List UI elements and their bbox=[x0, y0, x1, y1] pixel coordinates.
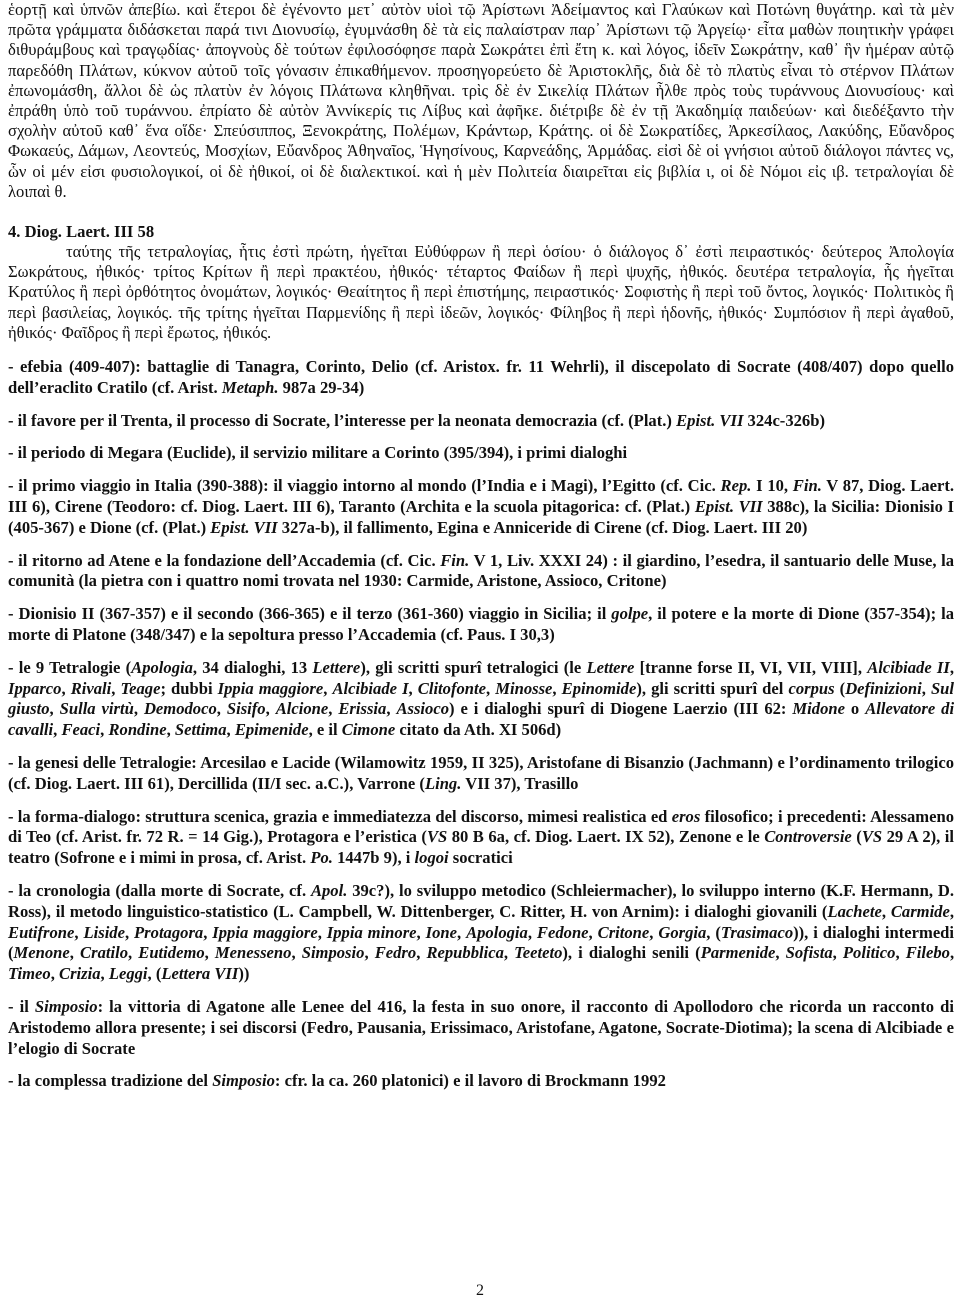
greek-text-block-1: ἑορτῇ καὶ ὑπνῶν ἀπεβίω. καὶ ἕτεροι δὲ ἐγένοντο μετ᾽ αὐτὸν υἱοὶ τῷ Ἀρίστωνι Ἀδείμαντος καὶ Γλαύκων καὶ Ποτώνη θυγάτηρ. καὶ τὰ μὲν πρῶτα γράμματα διδάσκεται παρά τινι Διονυσίῳ, ἐγυμνάσθη δὲ τὰ εἰς παλαίστραν παρ᾽ Ἀρίστωνι τῷ Ἀργείῳ· εἶτα μαθὼν ποιητικὴν γράφει διθυράμβους καὶ τραγῳδίας· ἀπογνοὺς δὲ τούτων ἐφιλοσόφησε παρὰ Σωκράτει ἐπὶ ἔτη κ. καὶ λόγος, ἰδεῖν Σωκράτην, καθ᾽ ἣν ἡμέραν αὐτῷ παρεδόθη Πλάτων, κύκνον αὐτοῦ τοῖς γόνασιν ἐπικαθήμενον. προσηγορεύετο δὲ Ἀριστοκλῆς, διὰ δὲ τὸ πλατὺς εἶναι τὸ στέρνον Πλάτων ἐπωνομάσθη, ἄλλοι δὲ ὡς πλατὺν ἐν λόγοις Πλάτωνα κληθῆναι. τρὶς δὲ ἐν Σικελίᾳ Πλάτων ἦλθε πρὸς τοὺς τυράννους Διονυσίους· καὶ ἐπράθη ὑπὸ τοῦ τυράννου. ἐπρίατο δὲ αὐτὸν Ἀννίκερίς τις Λίβυς καὶ ἀφῆκε. διέτριβε δὲ ἐν τῇ Ἀκαδημίᾳ παιδεύων· καὶ διεδέξαντο τὴν σχολὴν αὐτοῦ καθ᾽ ἕνα οἵδε· Σπεύσιππος, Ξενοκράτης, Πολέμων, Κράντωρ, Κράτης. οἱ δὲ Σωκρατίδες, Ἀρκεσίλαος, Λακύδης, Εὔανδρος Φωκαεύς, Δάμων, Λεοντεύς, Μοσχίων, Εὔανδρος Ἀθηναῖος, Ἡγησίνους, Καρνεάδης, Ἁρμάδας. εἰσὶ δὲ οἱ γνήσιοι αὐτοῦ διάλογοι πάντες νς, ὧν οἱ μέν εἰσι φυσιολογικοί, οἱ δὲ ἠθικοί, οἱ δὲ διαλεκτικοί. καὶ ἡ μὲν Πολιτεία διαιρεῖται εἰς βιβλία ι, οἱ δὲ Νόμοι εἰς ιβ. τετραλογίαι δὲ λοιπαὶ θ. bbox=[8, 0, 954, 201]
list-item-dionisio: - Dionisio II (367-357) e il secondo (366-365) e il terzo (361-360) viaggio in Sicilia; il golpe, il potere e la morte di Dione (357-354); la morte di Platone (348/347) e la sepoltura presso l’Accademia (cf. Paus. I 30,3) bbox=[8, 604, 954, 645]
document-page bbox=[8, 0, 954, 1092]
list-item-tetralogie: - le 9 Tetralogie (Apologia, 34 dialoghi, 13 Lettere), gli scritti spurî tetralogici (le Lettere [tranne forse II, VI, VII, VIII], Alcibiade II, Ipparco, Rivali, Teage; dubbi Ippia maggiore, Alcibiade I, Clitofonte, Minosse, Epinomide), gli scritti spurî del corpus (Definizioni, Sul giusto, Sulla virtù, Demodoco, Sisifo, Alcione, Erissia, Assioco) e i dialoghi spurî di Diogene Laerzio (III 62: Midone o Allevatore di cavalli, Feaci, Rondine, Settima, Epimenide, e il Cimone citato da Ath. XI 506d) bbox=[8, 657, 955, 740]
list-item-simposio: - il Simposio: la vittoria di Agatone alle Lenee del 416, la festa in suo onore, il racconto di Apollodoro che ricorda un racconto di Aristodemo allora presente; i sei discorsi (Fedro, Pausania, Erissimaco, Aristofane, Agatone, Socrate-Diotima); la scena di Alcibiade e l’elogio di Socrate bbox=[8, 996, 954, 1058]
list-item-tradizione: - la complessa tradizione del Simposio: cfr. la ca. 260 platonici) e il lavoro di Brockmann 1992 bbox=[8, 1071, 666, 1091]
page-number: 2 bbox=[476, 1282, 484, 1299]
list-item-trenta: - il favore per il Trenta, il processo di Socrate, l’interesse per la neonata democrazia (cf. (Plat.) Epist. VII 324c-326b) bbox=[8, 410, 825, 430]
list-item-forma-dialogo: - la forma-dialogo: struttura scenica, grazia e immediatezza del discorso, mimesi realistica ed eros filosofico; i precedenti: Alessameno di Teo (cf. Arist. fr. 72 R. = 14 Gig.), Protagora e l’eristica (VS 80 B 6a, cf. Diog. Laert. IX 52), Zenone e le Controversie (VS 29 A 2), il teatro (Sofrone e i mimi in prosa, cf. Arist. Po. 1447b 9), i logoi socratici bbox=[8, 806, 955, 868]
list-item-megara: - il periodo di Megara (Euclide), il servizio militare a Corinto (395/394), i primi dialoghi bbox=[8, 443, 628, 463]
list-item-viaggio: - il primo viaggio in Italia (390-388): il viaggio intorno al mondo (l’India e i Magi), l’Egitto (cf. Cic. Rep. I 10, Fin. V 87, Diog. Laert. III 6), Cirene (Teodoro: cf. Diog. Laert. III 6), Taranto (Archita e la scuola pitagorica: cf. (Plat.) Epist. VII 388c), la Sicilia: Dionisio I (405-367) e Dione (cf. (Plat.) Epist. VII 327a-b), il fallimento, Egina e Anniceride di Cirene (cf. Diog. Laert. III 20) bbox=[8, 476, 955, 537]
list-item-genesi: - la genesi delle Tetralogie: Arcesilao e Lacide (Wilamowitz 1959, II 325), Aristofane di Bisanzio (Jachmann) e l’ordinamento trilogico (cf. Diog. Laert. III 61), Dercillida (II/I sec. a.C.), Varrone (Ling. VII 37), Trasillo bbox=[8, 753, 954, 793]
list-item-cronologia: - la cronologia (dalla morte di Socrate, cf. Apol. 39c?), lo sviluppo metodico (Schleiermacher), lo sviluppo interno (K.F. Hermann, D. Ross), il metodo linguistico-statistico (L. Campbell, W. Dittenberger, C. Ritter, H. von Arnim): i dialoghi giovanili (Lachete, Carmide, Eutifrone, Liside, Protagora, Ippia maggiore, Ippia minore, Ione, Apologia, Fedone, Critone, Gorgia, (Trasimaco)), i dialoghi intermedi (Menone, Cratilo, Eutidemo, Menesseno, Simposio, Fedro, Repubblica, Teeteto), i dialoghi senili (Parmenide, Sofista, Politico, Filebo, Timeo, Crizia, Leggi, (Lettera VII)) bbox=[8, 880, 955, 984]
list-item-accademia: - il ritorno ad Atene e la fondazione dell’Accademia (cf. Cic. Fin. V 1, Liv. XXXI 24) : il giardino, l’esedra, il santuario delle Muse, la comunità (la pietra con i quattro nomi trovata nel 1930: Carmide, Aristone, Assioco, Critone) bbox=[8, 550, 954, 591]
section-heading: 4. Diog. Laert. III 58 bbox=[8, 222, 155, 242]
list-item-efebia: - efebia (409-407): battaglie di Tanagra, Corinto, Delio (cf. Aristox. fr. 11 Wehrli), il discepolato di Socrate (408/407) dopo quello dell’eraclito Cratilo (cf. Arist. Metaph. 987a 29-34) bbox=[8, 357, 954, 397]
greek-text-block-2: ταύτης τῆς τετραλογίας, ἧτις ἐστὶ πρώτη, ἡγεῖται Εὐθύφρων ἢ περὶ ὁσίου· ὁ διάλογος δ᾽ ἐστὶ πειραστικός· δεύτερος Ἀπολογία Σωκράτους, ἠθικός· τρίτος Κρίτων ἢ περὶ πρακτέου, ἠθικός· τέταρτος Φαίδων ἢ περὶ ψυχῆς, ἠθικός. δευτέρα τετραλογία, ἧς ἡγεῖται Κρατύλος ἢ περὶ ὀρθότητος ὀνομάτων, λογικός· Θεαίτητος ἢ περὶ ἐπιστήμης, πειραστικός· Σοφιστὴς ἢ περὶ τοῦ ὄντος, λογικός· Πολιτικὸς ἢ περὶ βασιλείας, λογικός. τῆς τρίτης ἡγεῖται Παρμενίδης ἢ περὶ ἰδεῶν, λογικός· Φίληβος ἢ περὶ ἡδονῆς, ἠθικός· Συμπόσιον ἢ περὶ ἀγαθοῦ, ἠθικός· Φαῖδρος ἢ περὶ ἔρωτος, ἠθικός. bbox=[8, 242, 954, 342]
